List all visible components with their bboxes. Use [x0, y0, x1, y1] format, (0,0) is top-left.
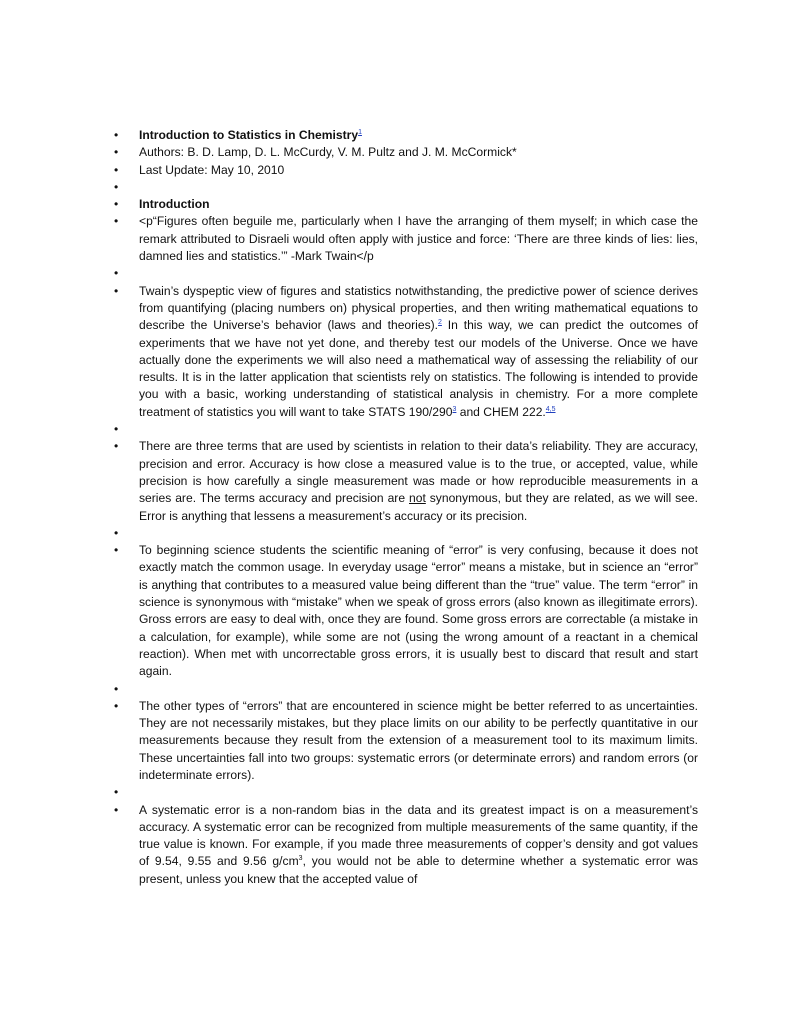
paragraph-text: Twain’s dyspeptic view of figures and statistics notwithstanding, the predictive power of science derives from quantifying (placing numbers on) physical properties, and then writing mathematical equations to describe the Universe’s behavior (laws and theories). — [139, 283, 698, 333]
footnote-link[interactable]: 3 — [452, 405, 457, 413]
underlined-word: not — [409, 491, 426, 506]
list-item — [139, 127, 698, 144]
footnote-link[interactable]: 2 — [438, 319, 442, 327]
paragraph-text: and CHEM 222. — [456, 404, 546, 419]
superscript: 3 — [298, 855, 303, 863]
list-item — [139, 802, 698, 888]
paragraph-text: , you would not be able to determine whether a systematic error was present, unless you knew that the accepted value of — [139, 854, 699, 886]
footnote-link[interactable]: 4,5 — [545, 405, 556, 413]
paragraph-text: A systematic error is a non-random bias in the data and its greatest impact is on a measurement’s accuracy. A systematic error can be recognized from multiple measurements of the same quantity, if the true value is known. For example, if you made three measurements of copper’s density and got values of 9.54, 9.55 and 9.56 g/cm — [139, 802, 698, 869]
list-item — [139, 283, 698, 421]
empty-list-item — [139, 179, 698, 196]
section-heading: Introduction — [139, 197, 210, 212]
authors-line: Authors: B. D. Lamp, D. L. McCurdy, V. M. Pultz and J. M. McCormick* — [139, 145, 517, 160]
paragraph-text: synonymous, but they are related, as we will see. Error is anything that lessens a measurement’s accuracy or its precision. — [139, 491, 698, 523]
paragraph-text: There are three terms that are used by scientists in relation to their data’s reliability. They are accuracy, precision and error. Accuracy is how close a measured value is to the true, or accepted, value, while precision is how carefully a single measurement was made or how reproducible measurements in a series are. The terms accuracy and precision are — [139, 439, 698, 506]
empty-list-item — [139, 421, 698, 438]
empty-list-item — [139, 681, 698, 698]
empty-list-item — [139, 525, 698, 542]
list-item — [139, 196, 698, 213]
list-item — [139, 438, 698, 524]
empty-list-item — [139, 784, 698, 801]
document-title: Introduction to Statistics in Chemistry — [139, 128, 359, 142]
paragraph-text: In this way, we can predict the outcomes of experiments that we have not yet done, and thereby test our models of the Universe. Once we have actually done the experiments we will also need a mathematical way of assessing the reliability of our results. It is in the latter application that scientists rely on statistics. The following is intended to provide you with a basic, working understanding of statistical analysis in chemistry. For a more complete treatment of statistics you will want to take STATS 190/290 — [139, 318, 698, 419]
paragraph-text: To beginning science students the scientific meaning of “error” is very confusing, because it does not exactly match the common usage. In everyday usage “error” means a mistake, but in science an “error” is anything that contributes to a measured value being different than the “true” value. The term “error” in science is synonymous with “mistake” when we speak of gross errors (also known as illegitimate errors). Gross errors are easy to deal with, once they are found. Some gross errors are correctable (a mistake in a calculation, for example), while some are not (using the wrong amount of a reactant in a chemical reaction). When met with uncorrectable gross errors, it is usually best to discard that result and start again. — [139, 543, 698, 679]
list-item — [139, 162, 698, 179]
paragraph-text: The other types of “errors” that are encountered in science might be better referred to as uncertainties. They are not necessarily mistakes, but they place limits on our ability to be perfectly quantitative in our measurements because they result from the extension of a measurement tool to its maximum limits. These uncertainties fall into two groups: systematic errors (or determinate errors) and random errors (or indeterminate errors). — [139, 698, 698, 782]
list-item — [139, 542, 698, 680]
list-item — [139, 698, 698, 784]
last-update-line: Last Update: May 10, 2010 — [139, 162, 285, 177]
document-bullet-list — [139, 127, 698, 888]
list-item — [139, 213, 698, 265]
quote-paragraph: <p“Figures often beguile me, particularly when I have the arranging of them myself; in which case the remark attributed to Disraeli would often apply with justice and force: ‘There are three kinds of lies: lies, damned lies and statistics.’” -Mark Twain</p — [139, 214, 698, 264]
footnote-link[interactable]: 1 — [358, 129, 362, 136]
empty-list-item — [139, 265, 698, 282]
list-item — [139, 144, 698, 161]
